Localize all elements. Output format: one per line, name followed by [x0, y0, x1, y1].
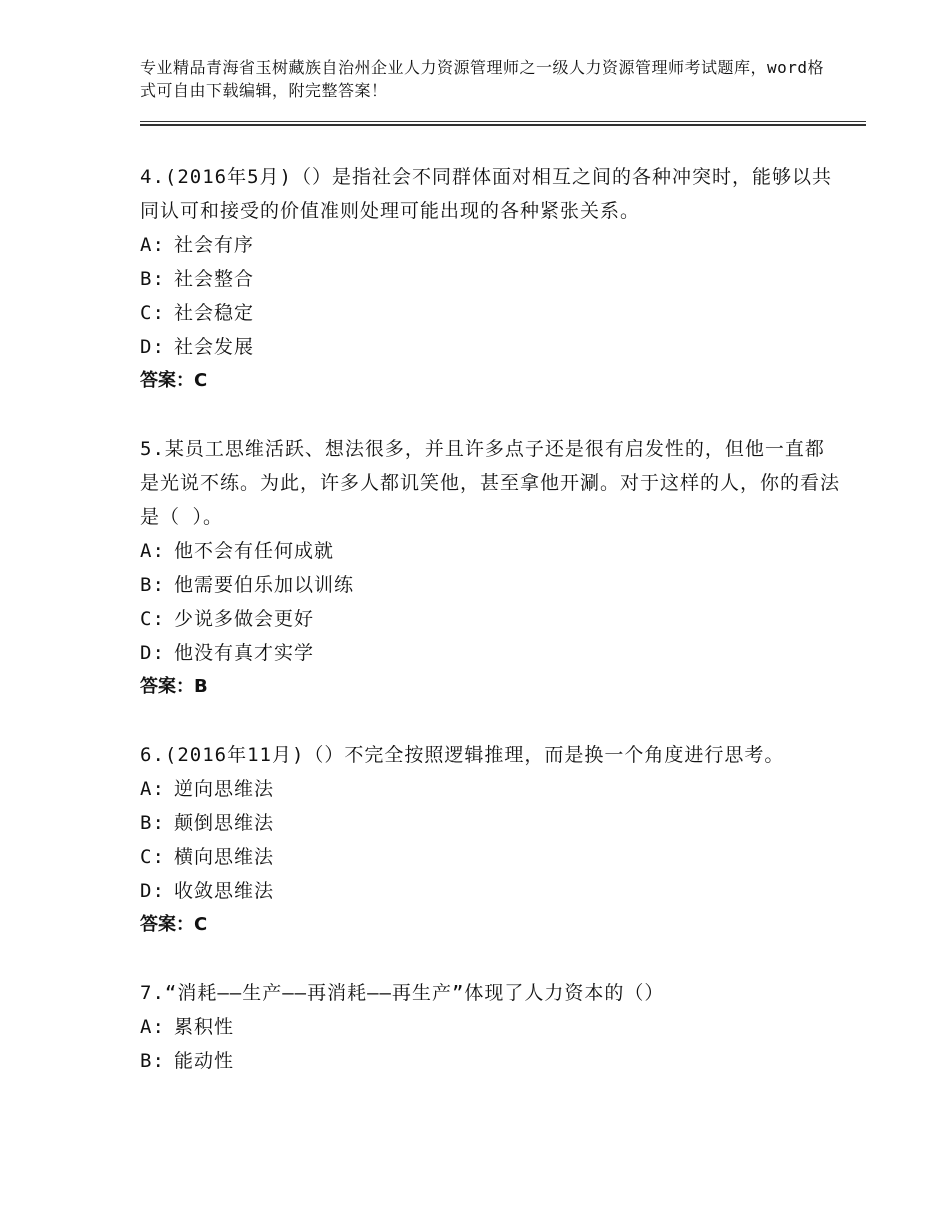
answer-label: 答案：B	[140, 676, 208, 697]
option-letter: B:	[140, 574, 165, 596]
option-text: 累积性	[174, 1016, 235, 1038]
question-stem: 7.“消耗——生产——再消耗——再生产”体现了人力资本的（）	[140, 982, 665, 1004]
option-letter: C:	[140, 302, 165, 324]
option-a	[140, 228, 840, 262]
option-d	[140, 636, 840, 670]
option-text: 能动性	[174, 1050, 235, 1072]
option-letter: D:	[140, 336, 165, 358]
option-b	[140, 568, 840, 602]
option-text: 收敛思维法	[174, 880, 275, 902]
option-a	[140, 534, 840, 568]
option-letter: D:	[140, 642, 165, 664]
option-text: 横向思维法	[174, 846, 275, 868]
option-text: 社会稳定	[174, 302, 255, 324]
option-text: 社会发展	[174, 336, 255, 358]
option-text: 社会有序	[174, 234, 255, 256]
question-7	[140, 976, 840, 1078]
option-c	[140, 602, 840, 636]
option-letter: C:	[140, 846, 165, 868]
option-letter: A:	[140, 1016, 165, 1038]
question-6	[140, 738, 840, 942]
header-rule-bottom	[140, 124, 866, 126]
option-letter: A:	[140, 778, 165, 800]
option-letter: B:	[140, 812, 165, 834]
option-letter: A:	[140, 540, 165, 562]
option-d	[140, 874, 840, 908]
option-letter: C:	[140, 608, 165, 630]
option-text: 他没有真才实学	[174, 642, 315, 664]
question-4	[140, 160, 840, 398]
document-header: 专业精品青海省玉树藏族自治州企业人力资源管理师之一级人力资源管理师考试题库，word格式可自由下载编辑，附完整答案！	[140, 58, 825, 100]
option-letter: B:	[140, 268, 165, 290]
option-text: 少说多做会更好	[174, 608, 315, 630]
option-letter: A:	[140, 234, 165, 256]
option-text: 他需要伯乐加以训练	[174, 574, 355, 596]
question-stem: 5.某员工思维活跃、想法很多，并且许多点子还是很有启发性的，但他一直都是光说不练。为此，许多人都讥笑他，甚至拿他开涮。对于这样的人，你的看法是（ ）。	[140, 438, 841, 528]
option-a	[140, 1010, 840, 1044]
option-d	[140, 330, 840, 364]
option-a	[140, 772, 840, 806]
option-text: 颠倒思维法	[174, 812, 275, 834]
header-rule-top	[140, 121, 866, 122]
question-stem: 4.(2016年5月)（）是指社会不同群体面对相互之间的各种冲突时，能够以共同认可和接受的价值准则处理可能出现的各种紧张关系。	[140, 166, 832, 222]
question-stem: 6.(2016年11月)（）不完全按照逻辑推理，而是换一个角度进行思考。	[140, 744, 785, 766]
option-c	[140, 840, 840, 874]
question-list	[140, 160, 840, 1112]
option-text: 逆向思维法	[174, 778, 275, 800]
option-b	[140, 806, 840, 840]
option-letter: B:	[140, 1050, 165, 1072]
option-letter: D:	[140, 880, 165, 902]
option-b	[140, 1044, 840, 1078]
option-b	[140, 262, 840, 296]
option-text: 他不会有任何成就	[174, 540, 335, 562]
option-c	[140, 296, 840, 330]
question-5	[140, 432, 840, 704]
answer-label: 答案：C	[140, 370, 208, 391]
option-text: 社会整合	[174, 268, 255, 290]
answer-label: 答案：C	[140, 914, 208, 935]
